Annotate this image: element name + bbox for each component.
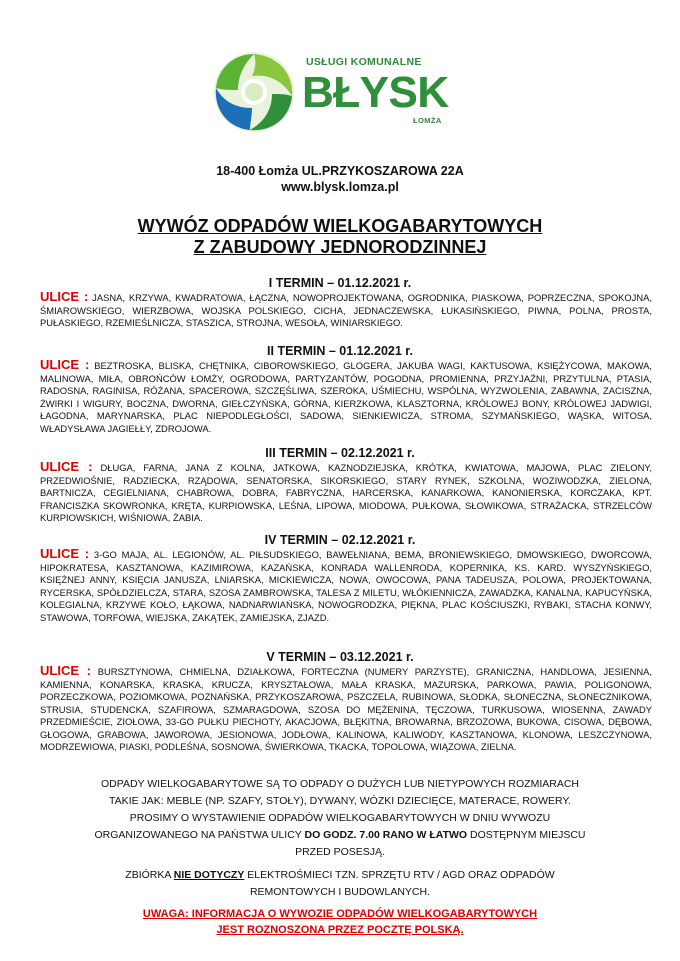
note-line: PROSIMY O WYSTAWIENIE ODPADÓW WIELKOGABARYTOWYCH W DNIU WYWOZU bbox=[129, 812, 551, 824]
logo-emblem-icon bbox=[212, 50, 296, 134]
street-list: DŁUGA, FARNA, JANA Z KOLNA, JATKOWA, KAZNODZIEJSKA, KRÓTKA, KWIATOWA, MAJOWA, PLAC ZIELONY, PRZEDWIOŚNIE, RADZIECKA, RZĄDOWA, SENATORSKA, SIKORSKIEGO, STARY RYNEK, SZKOLNA, WOZIWODZKA, ZIELONA, BARTNICZA, CEGIELNIANA, CHABROWA, DOBRA, FABRYCZNA, HARCERSKA, KANARKOWA, KANONIERSKA, KORCZAKA, KPT. FRANCISZKA SKOWRONKA, KRĘTA, KURPIOWSKA, LEŚNA, LIPOWA, MIODOWA, PUŁKOWA, SŁOWIKOWA, STRAŻACKA, STRZELCÓW KURPIOWSKICH, WIŚNIOWA, ŻABIA. bbox=[40, 462, 652, 523]
note-line bbox=[40, 867, 640, 884]
streets-label: ULICE : bbox=[40, 357, 90, 372]
note-emphasis: NIE DOTYCZY bbox=[173, 869, 245, 881]
term-streets-4 bbox=[40, 548, 652, 624]
note-line: PRZED POSESJĄ. bbox=[295, 846, 385, 858]
term-heading-4: IV TERMIN – 02.12.2021 r. bbox=[264, 533, 416, 547]
note-emphasis: DO GODZ. 7.00 RANO W ŁATWO bbox=[304, 829, 468, 841]
note-text: ORGANIZOWANEGO NA PAŃSTWA ULICY bbox=[94, 829, 305, 841]
streets-label: ULICE : bbox=[40, 459, 93, 474]
term-streets-1 bbox=[40, 291, 652, 330]
note-line: ODPADY WIELKOGABARYTOWE SĄ TO ODPADY O DUŻYCH LUB NIETYPOWYCH ROZMIARACH bbox=[100, 778, 580, 790]
term-heading-1: I TERMIN – 01.12.2021 r. bbox=[268, 276, 412, 290]
note-text: ELEKTROŚMIECI TZN. SPRZĘTU RTV / AGD ORAZ ODPADÓW bbox=[244, 869, 555, 881]
note-line bbox=[40, 827, 640, 844]
logo-tagline: USŁUGI KOMUNALNE bbox=[306, 56, 422, 68]
street-list: BEZTROSKA, BLISKA, CHĘTNIKA, CIBOROWSKIEGO, GLOGERA, JAKUBA WAGI, KAKTUSOWA, KSIĘŻYCOWA, MAKOWA, MALINOWA, MIŁA, OBROŃCÓW ŁOMŻY, OGRODOWA, PARTYZANTÓW, POGODNA, PROMIENNA, PRZYJAŹNI, PRZYTULNA, PTASIA, RADOSNA, RAGINISA, RÓŻANA, SPACEROWA, SZCZĘŚLIWA, SZEROKA, UŚMIECHU, WSPÓLNA, WYZWOLENIA, ZABAWNA, ZACISZNA, ŻWIRKI I WIGURY, BOCZNA, DWORNA, GIEŁCZYŃSKA, GÓRNA, KIERZKOWA, KLASZTORNA, KRÓLOWEJ BONY, KRÓLOWEJ JADWIGI, ŁAGODNA, MARYNARSKA, PLAC NIEPODLEGŁOŚCI, SADOWA, SIENKIEWICZA, STROMA, SZYMAŃSKIEGO, WĄSKA, WITOSA, WŁADYSŁAWA JAGIEŁŁY, ZDROJOWA. bbox=[40, 360, 652, 434]
note-line: TAKIE JAK: MEBLE (NP. SZAFY, STOŁY), DYWANY, WÓZKI DZIECIĘCE, MATERACE, ROWERY. bbox=[109, 795, 571, 807]
note-text: ZBIÓRKA bbox=[125, 869, 174, 881]
warning-line1: UWAGA: INFORMACJA O WYWOZIE ODPADÓW WIELKOGABARYTOWYCH bbox=[142, 908, 538, 920]
logo-brand-name: BŁYSK bbox=[302, 68, 449, 117]
street-list: JASNA, KRZYWA, KWADRATOWA, ŁĄCZNA, NOWOPROJEKTOWANA, OGRODNIKA, PIASKOWA, POPRZECZNA, SPOKOJNA, ŚMIAROWSKIEGO, WIERZBOWA, WOJSKA POLSKIEGO, CICHA, JEDNACZEWSKA, ŁUKASIŃSKIEGO, PIWNA, POLNA, PROSTA, PUŁASKIEGO, RZEMIEŚLNICZA, STASZICA, STROJNA, WESOŁA, WINIARSKIEGO. bbox=[40, 292, 652, 328]
streets-label: ULICE : bbox=[40, 289, 89, 304]
warning-line2: JEST ROZNOSZONA PRZEZ POCZTĘ POLSKĄ. bbox=[216, 924, 464, 936]
street-list: 3-GO MAJA, AL. LEGIONÓW, AL. PIŁSUDSKIEGO, BAWEŁNIANA, BEMA, BRONIEWSKIEGO, DMOWSKIEGO, DWORCOWA, HIPOKRATESA, KASZTANOWA, KAZIMIROWA, KAZAŃSKA, KONRADA WALLENRODA, KOPERNIKA, KS. KARD. WYSZYŃSKIEGO, KSIĘŻNEJ ANNY, KSIĘCIA JANUSZA, LNIARSKA, MICKIEWICZA, NOWA, OWOCOWA, PANA TADEUSZA, POLOWA, PROJEKTOWANA, RYCERSKA, SPÓŁDZIELCZA, STARA, SZOSA ZAMBROWSKA, TALESA Z MILETU, WŁÓKIENNICZA, ZAWADZKA, KANALNA, KAPUCYŃSKA, KOLEGIALNA, KRZYWE KOŁO, ŁĄKOWA, NADNARWIAŃSKA, NOWOGRODZKA, PIĘKNA, PLAC KOŚCIUSZKI, RYBAKI, STACHA KONWY, STAWOWA, TORFOWA, WIEJSKA, ZAKĄTEK, ZAMIEJSKA, ZJAZD. bbox=[40, 549, 652, 623]
term-heading-3: III TERMIN – 02.12.2021 r. bbox=[265, 446, 415, 460]
term-heading-5: V TERMIN – 03.12.2021 r. bbox=[266, 650, 414, 664]
streets-label: ULICE : bbox=[40, 663, 92, 678]
logo-city: ŁOMŻA bbox=[413, 116, 442, 125]
company-address: 18-400 Łomża UL.PRZYKOSZAROWA 22A bbox=[216, 164, 464, 178]
term-streets-5 bbox=[40, 665, 652, 754]
note-text: DOSTĘPNYM MIEJSCU bbox=[467, 829, 586, 841]
info-note bbox=[40, 776, 640, 901]
company-website: www.blysk.lomza.pl bbox=[281, 180, 399, 194]
document-title-line1: WYWÓZ ODPADÓW WIELKOGABARYTOWYCH bbox=[137, 216, 543, 236]
street-list: BURSZTYNOWA, CHMIELNA, DZIAŁKOWA, FORTECZNA (NUMERY PARZYSTE), GRANICZNA, HANDLOWA, JESIENNA, KAMIENNA, KONARSKA, KRASKA, KRUCZA, KRYSZTAŁOWA, MAŁA KRASKA, MAZURSKA, PARKOWA, PAWIA, POLIGONOWA, PORZECZKOWA, POZIOMKOWA, POZNAŃSKA, PRZYKOSZAROWA, PSZCZELA, RUBINOWA, SŁODKA, SŁONECZNA, SŁONECZNIKOWA, STRUSIA, STUDENCKA, SZAFIROWA, SZMARAGDOWA, SZOSA DO MĘŻENINA, TĘCZOWA, TURKUSOWA, WIOSENNA, ZAWADY PRZEDMIEŚCIE, ZIOŁOWA, 33-GO PUŁKU PIECHOTY, AKACJOWA, BŁĘKITNA, BROWARNA, BRZOZOWA, BUKOWA, CISOWA, DĘBOWA, GŁOGOWA, GRABOWA, JAWOROWA, JESIONOWA, JODŁOWA, KALINOWA, KALIWODY, KASZTANOWA, KLONOWA, LESZCZYNOWA, MODRZEWIOWA, PIASKI, PODLEŚNA, SOSNOWA, ŚWIERKOWA, TKACKA, TOPOLOWA, WIĄZOWA, ZIELNA. bbox=[40, 666, 652, 752]
streets-label: ULICE : bbox=[40, 546, 90, 561]
term-heading-2: II TERMIN – 01.12.2021 r. bbox=[267, 344, 413, 358]
term-streets-3 bbox=[40, 461, 652, 525]
note-line: REMONTOWYCH I BUDOWLANYCH. bbox=[249, 886, 431, 898]
company-logo bbox=[208, 48, 468, 134]
document-title-line2: Z ZABUDOWY JEDNORODZINNEJ bbox=[193, 237, 487, 257]
term-streets-2 bbox=[40, 359, 652, 435]
